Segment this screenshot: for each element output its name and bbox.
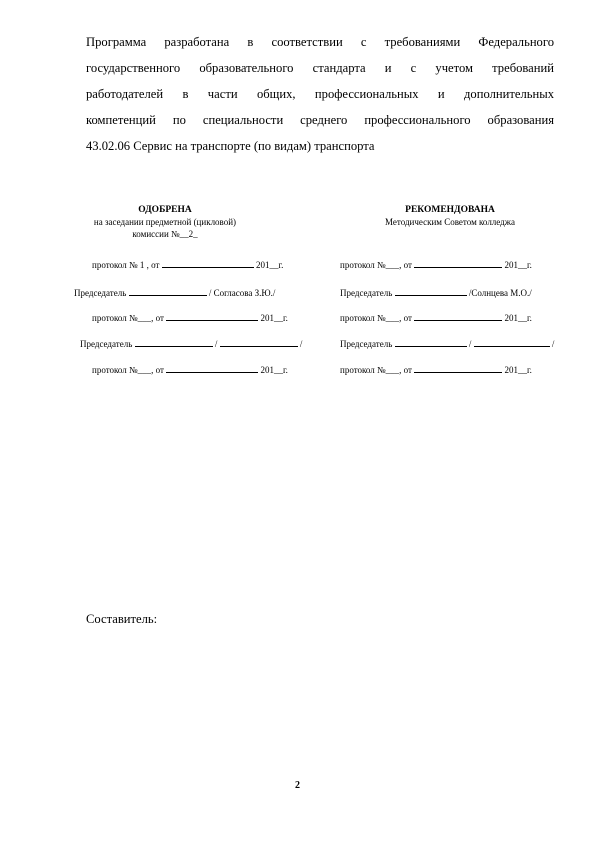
intro-line: 43.02.06 Сервис на транспорте (по видам) транспорта	[86, 139, 375, 153]
year-label: 201__г.	[504, 260, 532, 270]
approval-block-header	[60, 204, 270, 240]
compiler-label: Составитель:	[86, 612, 158, 626]
protocol-label: протокол №___, от	[340, 313, 412, 323]
date-blank	[162, 259, 254, 268]
approval-title: ОДОБРЕНА	[138, 205, 192, 215]
intro-line: государственного образовательного стандарта и с учетом требований	[86, 61, 554, 75]
signature-blank	[135, 338, 213, 347]
chairman-label: Председатель	[80, 339, 133, 349]
year-label: 201__г.	[504, 365, 532, 375]
signature-blank	[129, 287, 207, 296]
right-protocol-row-1	[340, 259, 532, 270]
slash: /	[214, 339, 218, 349]
approval-subtitle: на заседании предметной (цикловой)	[93, 217, 237, 227]
left-chairman-row-1	[74, 287, 275, 298]
protocol-label: протокол №___, от	[92, 365, 164, 375]
approval-commission: комиссии №__2_	[132, 229, 198, 239]
signature-blank	[395, 338, 467, 347]
date-blank	[414, 259, 502, 268]
left-protocol-row-1	[92, 259, 283, 270]
year-label: 201__г.	[260, 313, 288, 323]
intro-paragraph	[86, 29, 554, 159]
left-chairman-row-2	[80, 338, 302, 349]
slash: /	[299, 339, 303, 349]
chairman-name: / Согласова З.Ю./	[208, 288, 276, 298]
date-blank	[414, 312, 502, 321]
chairman-label: Председатель	[74, 288, 127, 298]
year-label: 201__г.	[255, 260, 284, 270]
slash: /	[551, 339, 555, 349]
intro-line: работодателей в части общих, профессиональных и дополнительных	[86, 87, 554, 101]
date-blank	[414, 364, 502, 373]
right-protocol-row-2	[340, 312, 532, 323]
date-blank	[166, 364, 258, 373]
protocol-label: протокол №___, от	[340, 365, 412, 375]
protocol-label: протокол №___, от	[340, 260, 412, 270]
date-blank	[166, 312, 258, 321]
name-blank	[474, 338, 550, 347]
right-chairman-row-2	[340, 338, 554, 349]
left-protocol-row-3	[92, 364, 288, 375]
chairman-name: /Солнцева М.О./	[468, 288, 532, 298]
protocol-label: протокол №___, от	[92, 313, 164, 323]
signature-blank	[395, 287, 467, 296]
left-protocol-row-2	[92, 312, 288, 323]
name-blank	[220, 338, 298, 347]
protocol-label: протокол № 1 , от	[92, 260, 160, 270]
recommendation-title: РЕКОМЕНДОВАНА	[405, 205, 495, 215]
page-number: 2	[295, 780, 300, 791]
recommendation-block-header	[335, 204, 565, 228]
intro-line: Программа разработана в соответствии с требованиями Федерального	[86, 35, 554, 49]
right-protocol-row-3	[340, 364, 532, 375]
intro-line: компетенций по специальности среднего профессионального образования	[86, 113, 554, 127]
slash: /	[468, 339, 472, 349]
chairman-label: Председатель	[340, 288, 393, 298]
chairman-label: Председатель	[340, 339, 393, 349]
recommendation-subtitle: Методическим Советом колледжа	[385, 217, 515, 227]
year-label: 201__г.	[260, 365, 288, 375]
year-label: 201__г.	[504, 313, 532, 323]
right-chairman-row-1	[340, 287, 532, 298]
